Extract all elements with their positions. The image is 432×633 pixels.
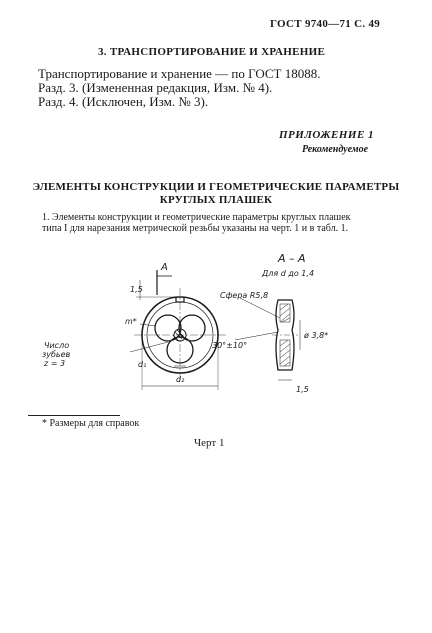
label-chamfer: Сфера R5,8 [220,291,269,300]
footnote-rule [28,415,120,416]
section-label: А – А [278,252,306,265]
appendix-subtitle: Рекомендуемое [302,144,369,155]
leader-teeth [130,342,168,352]
body-line-transport: Транспортирование и хранение — по ГОСТ 18088. [38,66,321,81]
section-hatch-bottom [280,340,290,366]
dim-15-label: 1,5 [130,285,143,294]
main-title-line-2: КРУГЛЫХ ПЛАШЕК [159,194,273,206]
leader-chamfer [240,298,280,318]
die-drawing [30,240,420,400]
label-m: m* [125,317,137,326]
label-d1: d₁ [138,360,147,369]
body-line-section-4: Разд. 4. (Исключен, Изм. № 3). [38,94,209,109]
die-front-view [130,270,226,390]
body-line-section-3: Разд. 3. (Измененная редакция, Изм. № 4). [38,80,273,95]
die-section-view [235,298,300,380]
leader-angle [235,332,278,340]
section-hatch-top [280,304,290,322]
main-title-line-1: ЭЛЕМЕНТЫ КОНСТРУКЦИИ И ГЕОМЕТРИЧЕСКИЕ ПАРАМЕТРЫ [32,181,400,193]
appendix-title: ПРИЛОЖЕНИЕ 1 [279,129,375,141]
label-side: 1,5 [296,385,309,394]
label-d2: d₂ [176,375,185,384]
page-header: ГОСТ 9740—71 С. 49 [270,18,381,30]
figure-caption: Черт 1 [194,437,225,449]
label-angle: 30°±10° [212,341,248,350]
paragraph-line-1: 1. Элементы конструкции и геометрические параметры круглых плашек [42,212,351,223]
label-diam: ø 3,8* [304,331,329,340]
paragraph-line-2: типа I для нарезания метрической резьбы указаны на черт. 1 и в табл. 1. [42,223,349,234]
label-teeth-2: зубьев [42,350,71,359]
label-teeth-1: Число [44,341,70,350]
section-title: 3. ТРАНСПОРТИРОВАНИЕ И ХРАНЕНИЕ [98,46,326,58]
footnote: * Размеры для справок [42,418,140,429]
mark-a: А [161,262,168,273]
section-note: Для d до 1,4 [262,269,315,278]
label-teeth-3: z = 3 [44,359,66,368]
